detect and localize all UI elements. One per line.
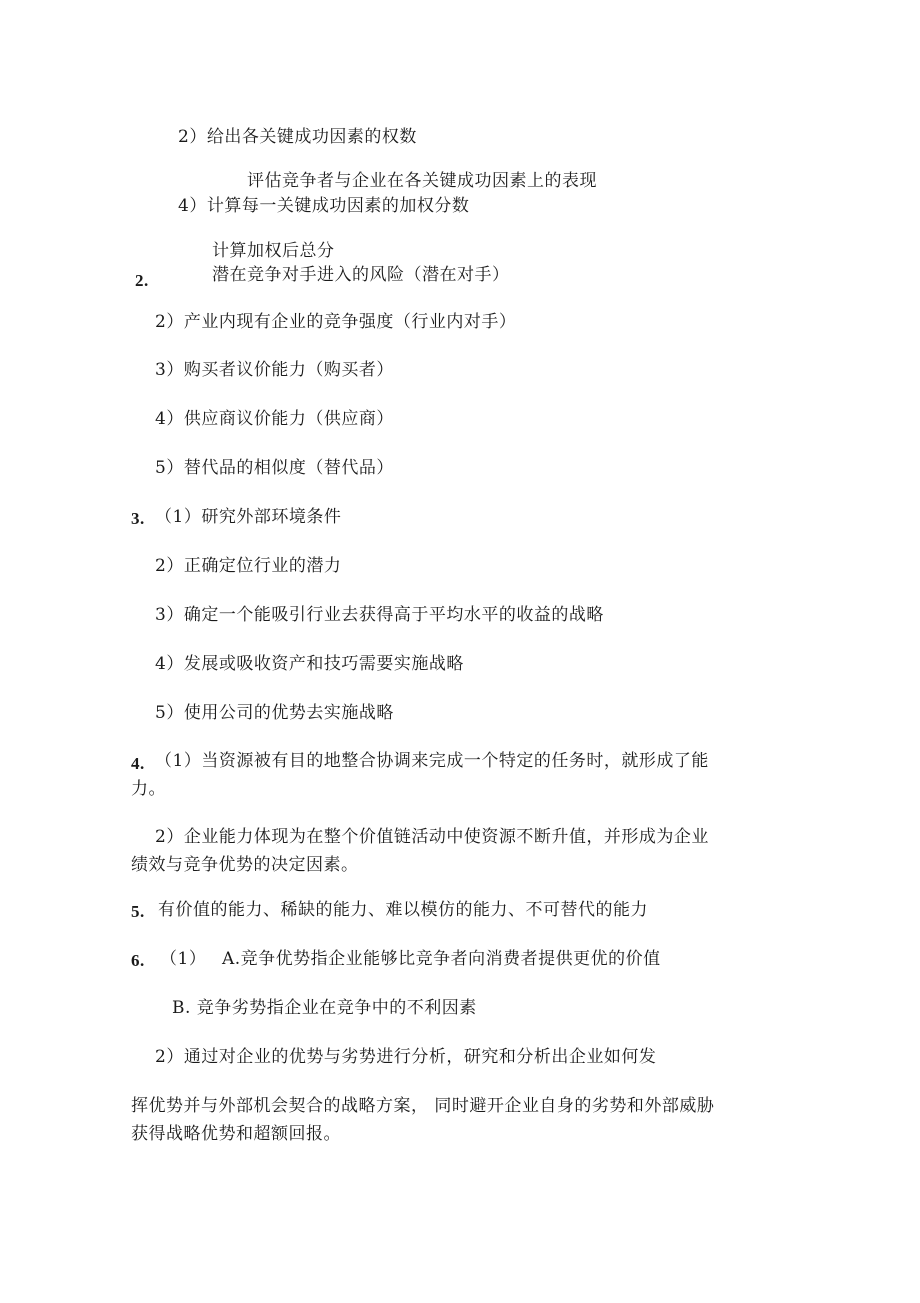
list-number: 3. xyxy=(131,509,145,528)
text-line: （1） xyxy=(160,949,207,969)
list-number: 2. xyxy=(135,271,149,290)
text-line: B. 竞争劣势指企业在竞争中的不利因素 xyxy=(172,998,477,1018)
list-number: 5. xyxy=(131,902,145,921)
text-line: 2）通过对企业的优势与劣势进行分析，研究和分析出企业如何发 xyxy=(155,1047,657,1067)
text-line: 5）替代品的相似度（替代品） xyxy=(155,458,394,478)
text-line: 潜在竞争对手进入的风险（潜在对手） xyxy=(212,265,510,285)
text-line: 3）购买者议价能力（购买者） xyxy=(155,360,394,380)
text-line: 2）正确定位行业的潜力 xyxy=(155,556,342,576)
text-line: A.竞争优势指企业能够比竞争者向消费者提供更优的价值 xyxy=(222,949,661,969)
paragraph: 挥优势并与外部机会契合的战略方案， 同时避开企业自身的劣势和外部威胁获得战略优势和超额回报。 xyxy=(131,1096,715,1144)
text-line: 5）使用公司的优势去实施战略 xyxy=(155,703,394,723)
paragraph: 2）企业能力体现为在整个价值链活动中使资源不断升值，并形成为企业绩效与竞争优势的决定因素。 xyxy=(131,827,709,875)
list-number: 6. xyxy=(131,951,145,970)
list-number: 4. xyxy=(131,754,145,773)
text-line: 评估竞争者与企业在各关键成功因素上的表现 xyxy=(247,171,597,191)
text-line: 3）确定一个能吸引行业去获得高于平均水平的收益的战略 xyxy=(155,605,604,625)
text-line: 计算加权后总分 xyxy=(212,241,335,261)
text-line: 2）给出各关键成功因素的权数 xyxy=(178,127,417,147)
text-line: 4）计算每一关键成功因素的加权分数 xyxy=(178,196,470,216)
text-line: 4）供应商议价能力（供应商） xyxy=(155,409,394,429)
text-line: 4）发展或吸收资产和技巧需要实施战略 xyxy=(155,654,464,674)
text-line: 2）产业内现有企业的竞争强度（行业内对手） xyxy=(155,312,517,332)
text-line: （1）研究外部环境条件 xyxy=(155,507,342,527)
paragraph: （1）当资源被有目的地整合协调来完成一个特定的任务时，就形成了能力。 xyxy=(131,751,709,799)
text-line: 有价值的能力、稀缺的能力、难以模仿的能力、不可替代的能力 xyxy=(158,900,648,920)
